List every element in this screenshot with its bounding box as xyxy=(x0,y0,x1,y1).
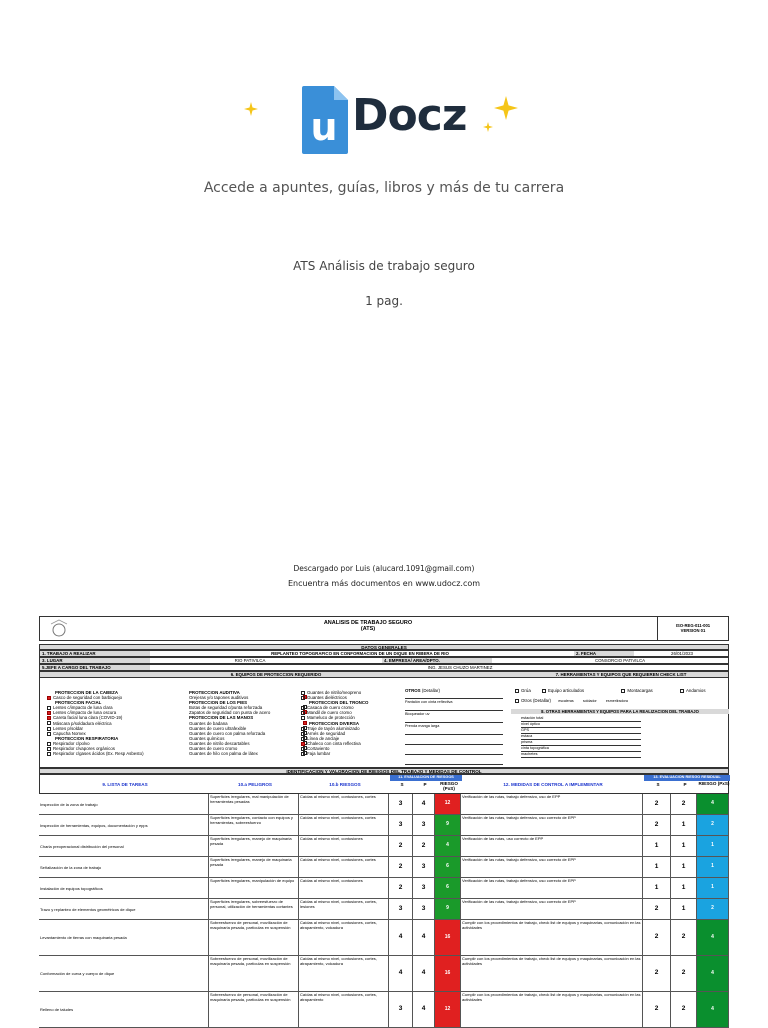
checkbox[interactable] xyxy=(301,696,305,700)
cell-s2: 1 xyxy=(643,878,671,898)
cell-p2: 2 xyxy=(671,920,697,955)
cell-risk: Caídas al mismo nivel, contusiones, cortes, lesiones xyxy=(299,899,389,919)
cell-p2: 1 xyxy=(671,857,697,877)
cell-r2: 4 xyxy=(697,992,729,1027)
document-logo-icon xyxy=(302,86,348,154)
table-row xyxy=(39,992,729,1028)
cell-p2: 1 xyxy=(671,836,697,856)
cell-r: 9 xyxy=(435,899,461,919)
other-tools-list: estación total nivel óptico GPS estaca prisma cinta topográfica machetes xyxy=(515,716,725,758)
cell-hazard: Superficies irregulares, sobreesfuerzo de personal, utilización de herramientas cortantes xyxy=(209,899,299,919)
row-place: 3. LUGAR RIO PATIVILCA 4. EMPRESA/ AREA/DPTO. CONSORCIO PATIVILCA xyxy=(39,657,729,664)
epp-column-3: Guantes de nitrilo/neopreno Guantes dieléctricos PROTECCION DEL TRONCO Casaca de cuero cromo Mandil de cuero cromo Mameluco de protección PROTECCION DIVERSA Traje de tayón aluminizado Arnés de seguridad Línea de anclaje Chaleco con cinta reflectiva Cortaviento Faja lumbar xyxy=(301,690,401,756)
cell-control: Cumplir con los procedimientos de trabajo, check list de equipos y maquinarias, comunicación en las actividades xyxy=(461,956,643,991)
cell-p2: 1 xyxy=(671,815,697,835)
cell-p: 4 xyxy=(413,794,435,814)
logo[interactable] xyxy=(0,82,768,162)
tagline: Accede a apuntes, guías, libros y más de tu carrera xyxy=(203,180,565,196)
section-general: DATOS GENERALES xyxy=(39,644,729,650)
checkbox[interactable] xyxy=(47,721,51,725)
cell-hazard: Sobreesfuerzo de personal, movilización de maquinaria pesada, partículas en suspensión xyxy=(209,920,299,955)
cell-control: Cumplir con los procedimientos de trabajo, check list de equipos y maquinarias, comunicación en las actividades xyxy=(461,920,643,955)
cell-r: 6 xyxy=(435,857,461,877)
cell-risk: Caídas al mismo nivel, contusiones xyxy=(299,836,389,856)
cell-risk: Caídas al mismo nivel, contusiones, cortes, atrapamiento xyxy=(299,992,389,1027)
cell-task: Trazo y replanteo de elementos geométricos de dique xyxy=(39,899,209,919)
cell-hazard: Sobreesfuerzo de personal, movilización de maquinaria pesada, partículas en suspensión xyxy=(209,956,299,991)
sparkle-icon xyxy=(483,122,493,132)
cell-s: 3 xyxy=(389,815,413,835)
cell-r2: 2 xyxy=(697,899,729,919)
sheet-title: ANALISIS DE TRABAJO SEGURO (ATS) xyxy=(323,620,413,632)
cell-p: 4 xyxy=(413,956,435,991)
cell-risk: Caídas al mismo nivel, contusiones, cortes xyxy=(299,815,389,835)
checkbox[interactable] xyxy=(621,689,625,693)
row-section-epp: 6. EQUIPOS DE PROTECCION REQUERIDO 7. HERRAMIENTAS Y EQUIPOS QUE REQUIEREN CHECK LIST xyxy=(39,671,729,678)
sparkle-icon xyxy=(244,102,258,116)
cell-r2: 2 xyxy=(697,815,729,835)
checkbox[interactable] xyxy=(542,689,546,693)
cell-r: 4 xyxy=(435,836,461,856)
cell-r2: 1 xyxy=(697,836,729,856)
cell-s: 3 xyxy=(389,992,413,1027)
cell-p: 4 xyxy=(413,920,435,955)
section-identification: IDENTIFICACION Y VALORACION DE RIESGOS DEL TRABAJO Y MEDIDAS DE CONTROL xyxy=(39,768,729,774)
cell-p2: 2 xyxy=(671,992,697,1027)
cell-r: 12 xyxy=(435,794,461,814)
cell-control: Verificación de las rutas, trabajo defensivo, uso correcto de EPP xyxy=(461,857,643,877)
table-row xyxy=(39,794,729,815)
cell-risk: Caídas al mismo nivel, contusiones, cortes xyxy=(299,857,389,877)
cell-hazard: Superficies irregulares, mal manipulación de herramientas pesadas xyxy=(209,794,299,814)
cell-task: Inspección de la zona de trabajo xyxy=(39,794,209,814)
cell-r: 6 xyxy=(435,878,461,898)
cell-control: Verificación de las rutas, trabajo defensivo, uso correcto de EPP xyxy=(461,899,643,919)
cell-s: 3 xyxy=(389,794,413,814)
cell-r: 16 xyxy=(435,920,461,955)
cell-p: 4 xyxy=(413,992,435,1027)
cell-s2: 2 xyxy=(643,992,671,1027)
sparkle-icon xyxy=(494,96,518,120)
cell-s: 2 xyxy=(389,836,413,856)
cell-hazard: Superficies irregulares, manipulación de equipo xyxy=(209,878,299,898)
cell-task: Charla preoperacional distribución del personal xyxy=(39,836,209,856)
doc-code: ISO-REG-011-001 VERSION 01 xyxy=(657,616,729,641)
cell-hazard: Sobreesfuerzo de personal, movilización de maquinaria pesada, partículas en suspensión xyxy=(209,992,299,1027)
table-row xyxy=(39,857,729,878)
risk-table-header: 9. LISTA DE TAREAS 10.a PELIGROS 10.b RIESGOS 11. EVALUACION DE RIESGOS S P RIESGO (PxS) 12. MEDIDAS DE CONTROL A IMPLEMENTAR 13. EVALUACION RIESGO RESIDUAL S P RIESGO (PxS) xyxy=(39,774,729,794)
cell-p: 2 xyxy=(413,836,435,856)
checkbox[interactable] xyxy=(47,696,51,700)
brand-name: Docz xyxy=(352,90,467,141)
checkbox[interactable] xyxy=(515,699,519,703)
table-row xyxy=(39,899,729,920)
cell-s: 4 xyxy=(389,920,413,955)
cell-control: Verificación de las rutas, trabajo defensivo, uso de EPP xyxy=(461,794,643,814)
cell-r: 12 xyxy=(435,992,461,1027)
checkbox[interactable] xyxy=(301,732,305,736)
cell-p: 3 xyxy=(413,899,435,919)
table-row xyxy=(39,878,729,899)
checkbox[interactable] xyxy=(680,689,684,693)
checkbox[interactable] xyxy=(515,689,519,693)
cell-task: Relleno de taludes xyxy=(39,992,209,1027)
svg-text:u: u xyxy=(310,105,338,149)
table-row xyxy=(39,920,729,956)
tools-checklist: Grúa Equipo articulados Montacargas Andamios Otros (Detallar) escaleras soldador esmerilradora 8. OTRAS HERRAMIENTAS Y EQUIPOS PARA LA REALIZACION DEL TRABAJO estación total nivel óptico GPS estaca prisma cinta topográfica machetes xyxy=(515,688,725,758)
cell-control: Verificación de las rutas, uso correcto de EPP xyxy=(461,836,643,856)
cell-s2: 2 xyxy=(643,794,671,814)
page-count: 1 pag. xyxy=(365,294,403,308)
checkbox[interactable] xyxy=(47,727,51,731)
cell-s2: 1 xyxy=(643,857,671,877)
epp-column-1: PROTECCION DE LA CABEZA Casco de seguridad con barbiquejo PROTECCION FACIAL Lentes c/impacto de luna clara Lentes c/impacto de luna oscura Careta facial luna clara (COVID-19) Máscara p/soldadura eléctrica Lentes p/soldar Capucha Nomex PROTECCION RESPIRATORIA Respirador c/polvo Respirador c/vapores orgánicos Respirador c/gases ácidos (Ex. Resp Asbesto) xyxy=(47,690,187,756)
cell-risk: Caídas al mismo nivel, contusiones xyxy=(299,878,389,898)
cell-task: Señalización de la zona de trabajo xyxy=(39,857,209,877)
cell-hazard: Superficies irregulares, manejo de maquinaria pesada xyxy=(209,857,299,877)
cell-p: 3 xyxy=(413,815,435,835)
cell-s2: 2 xyxy=(643,956,671,991)
cell-risk: Caídas al mismo nivel, contusiones, cortes, atrapamiento, volcadura xyxy=(299,956,389,991)
cell-p2: 2 xyxy=(671,956,697,991)
cell-s2: 1 xyxy=(643,836,671,856)
cell-s: 2 xyxy=(389,857,413,877)
cell-p2: 2 xyxy=(671,794,697,814)
table-row xyxy=(39,815,729,836)
cell-r2: 4 xyxy=(697,920,729,955)
table-row xyxy=(39,956,729,992)
cell-s2: 2 xyxy=(643,920,671,955)
cell-r: 9 xyxy=(435,815,461,835)
cell-control: Verificación de las rutas, trabajo defensivo, uso correcto de EPP xyxy=(461,815,643,835)
cell-p: 3 xyxy=(413,857,435,877)
cell-task: Levantamiento de tierras con maquinaria pesada xyxy=(39,920,209,955)
ats-sheet xyxy=(39,616,729,1024)
cell-hazard: Superficies irregulares, contacto con equipos y herramientas, sobreesfuerzo xyxy=(209,815,299,835)
document-title: ATS Análisis de trabajo seguro xyxy=(293,259,475,273)
cell-r2: 4 xyxy=(697,956,729,991)
cell-r2: 1 xyxy=(697,857,729,877)
more-documents-link[interactable]: Encuentra más documentos en www.udocz.com xyxy=(287,579,481,588)
cell-s: 2 xyxy=(389,878,413,898)
epp-column-2: PROTECCION AUDITIVA Orejeras y/o tapones auditivos PROTECCION DE LOS PIES Botas de seguridad c/punta reforzada Zapatos de seguridad con punta de acero PROTECCION DE LAS MANOS Guantes de badana Guantes de cuero ultrafexible Guantes de cuero con palma reforzada Guantes químicos Guantes de nitrilo descartables Guantes de cuero cromo Guantes de hilo con palma de látex xyxy=(189,690,309,756)
cell-hazard: Superficies irregulares, manejo de maquinaria pesada xyxy=(209,836,299,856)
company-logo xyxy=(39,616,79,641)
downloaded-by: Descargado por Luis (alucard.1091@gmail.com) xyxy=(293,564,475,573)
epp-other: OTROS (Detallar) Pantalón con cinta reflectiva Bloqueador uv Prenda manga larga xyxy=(405,688,503,765)
checkbox[interactable] xyxy=(47,732,51,736)
checkbox[interactable] xyxy=(301,716,305,720)
cell-risk: Caídas al mismo nivel, contusiones, cortes, atrapamiento, volcadura xyxy=(299,920,389,955)
checkbox[interactable] xyxy=(301,752,305,756)
cell-r: 16 xyxy=(435,956,461,991)
cell-risk: Caídas al mismo nivel, contusiones, cortes xyxy=(299,794,389,814)
cell-p2: 1 xyxy=(671,878,697,898)
cell-r2: 4 xyxy=(697,794,729,814)
cell-control: Cumplir con los procedimientos de trabajo, check list de equipos y maquinarias, comunicación en las actividades xyxy=(461,992,643,1027)
company-logo-icon xyxy=(39,616,79,641)
cell-task: Instalación de equipos topográficos xyxy=(39,878,209,898)
cell-p: 3 xyxy=(413,878,435,898)
cell-p2: 1 xyxy=(671,899,697,919)
checkbox[interactable] xyxy=(47,716,51,720)
checkbox[interactable] xyxy=(301,727,305,731)
cell-r2: 1 xyxy=(697,878,729,898)
row-supervisor: 5.JEFE A CARGO DEL TRABAJO ING. JESUS CHUZO MARTINEZ xyxy=(39,664,729,671)
checkbox[interactable] xyxy=(47,752,51,756)
cell-s: 4 xyxy=(389,956,413,991)
cell-s2: 2 xyxy=(643,815,671,835)
cell-s: 3 xyxy=(389,899,413,919)
cell-task: Inspección de herramientas, equipos, documentación y epps xyxy=(39,815,209,835)
cell-s2: 2 xyxy=(643,899,671,919)
table-row xyxy=(39,836,729,857)
cell-control: Verificación de las rutas, trabajo defensivo, uso correcto de EPP xyxy=(461,878,643,898)
row-work: 1. TRABAJO A REALIZAR REPLANTEO TOPOGRAFICO EN CONFORMACION DE UN DIQUE EN RIBERA DE RIO 2. FECHA 26/01/2023 xyxy=(39,650,729,657)
cell-task: Conformación de curva y cuerpo de dique xyxy=(39,956,209,991)
